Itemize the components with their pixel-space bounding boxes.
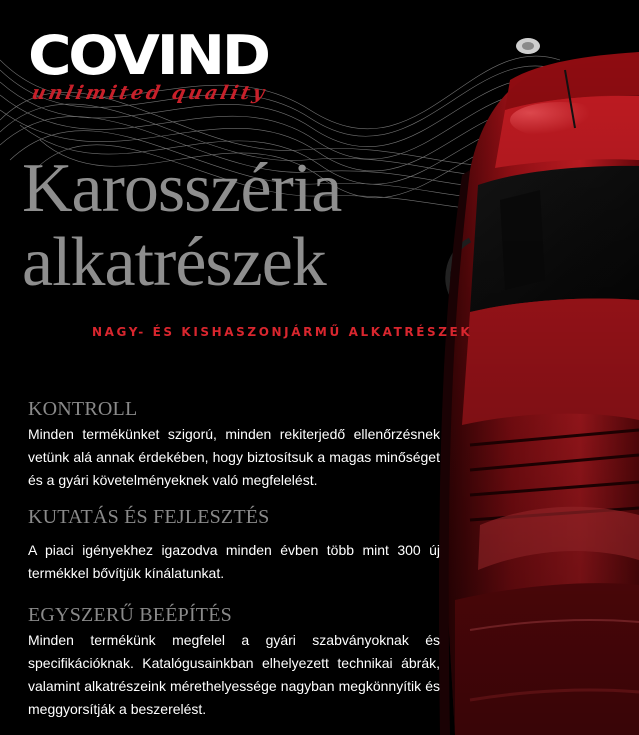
brand-logo bbox=[28, 24, 290, 106]
section-body: A piaci igényekhez igazodva minden évben több mint 300 új termékkel bővítjük kínálatunkat. bbox=[28, 542, 440, 581]
section-body: Minden termékünket szigorú, minden rekiterjedő ellenőrzésnek vetünk alá annak érdekében, hogy biztosítsuk a magas minőséget és a gyári követelményeknek való megfelelést. bbox=[28, 426, 440, 488]
page-title bbox=[22, 152, 462, 300]
truck-illustration bbox=[439, 38, 639, 735]
section-kutatas bbox=[28, 506, 440, 585]
section-heading: EGYSZERŰ BEÉPÍTÉS bbox=[28, 604, 232, 626]
section-kontroll bbox=[28, 398, 440, 492]
brand-name: COVIND bbox=[28, 24, 268, 87]
title-line-2: alkatrészek bbox=[22, 224, 326, 301]
section-beepites bbox=[28, 604, 440, 721]
section-heading: KONTROLL bbox=[28, 398, 138, 420]
title-line-1: Karosszéria bbox=[22, 150, 342, 227]
section-heading: KUTATÁS ÉS FEJLESZTÉS bbox=[28, 506, 270, 528]
page-subtitle: NAGY- ÉS KISHASZONJÁRMŰ ALKATRÉSZEK bbox=[92, 325, 473, 339]
brand-tagline: unlimited quality bbox=[29, 82, 270, 104]
section-body: Minden termékünk megfelel a gyári szabványoknak és specifikációknak. Katalógusainkban elhelyezett technikai ábrák, valamint alkatrészeink mérethelyessége nagyban megkönnyítik és meggyorsítják a beszerelést. bbox=[28, 632, 440, 717]
